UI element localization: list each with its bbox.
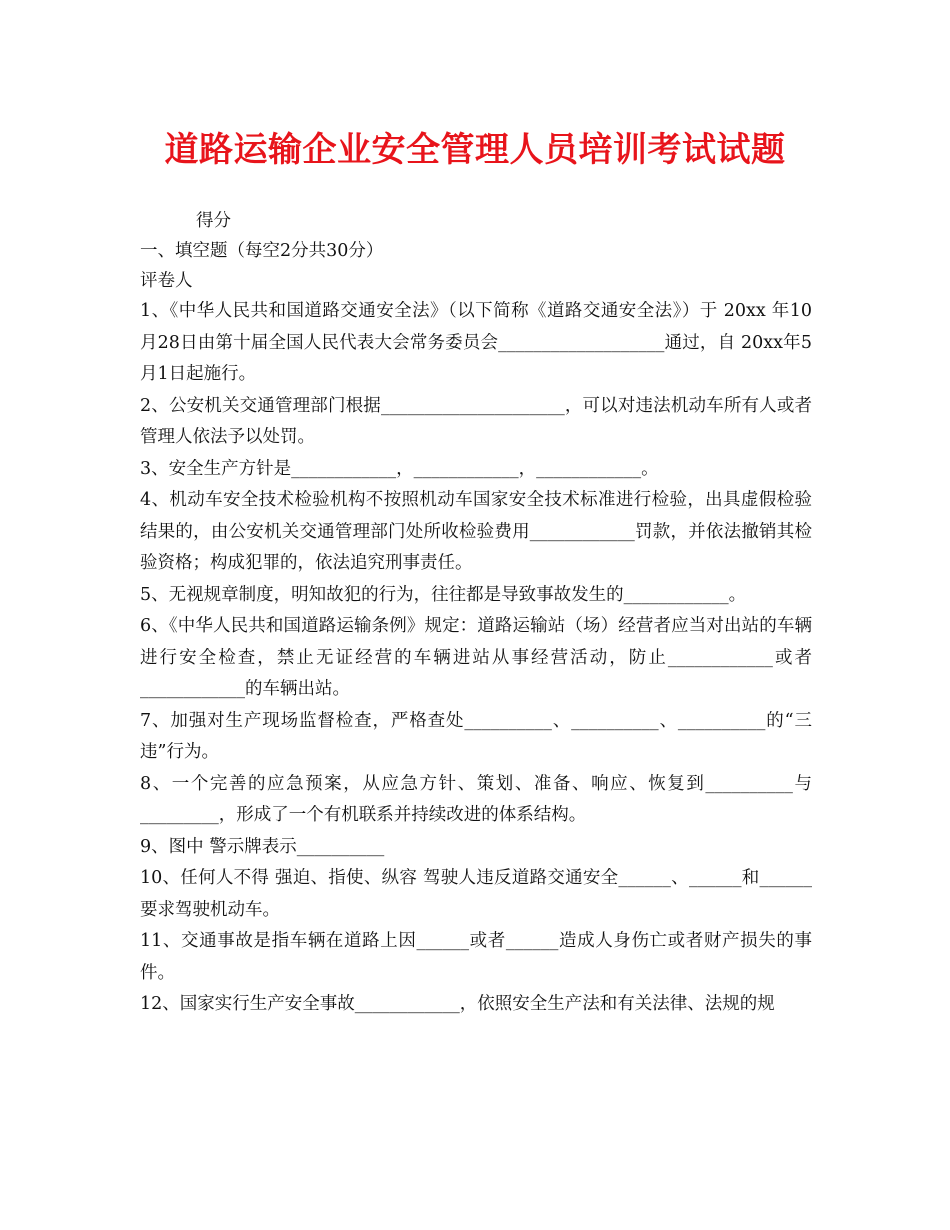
questions-list bbox=[140, 296, 812, 1021]
question-11: 11、交通事故是指车辆在道路上因______或者______造成人身伤亡或者财产损失的事件。 bbox=[140, 931, 812, 983]
question-2: 2、公安机关交通管理部门根据_____________________，可以对违法机动车所有人或者管理人依法予以处罚。 bbox=[140, 395, 812, 447]
question-4: 4、机动车安全技术检验机构不按照机动车国家安全技术标准进行检验，出具虚假检验结果的，由公安机关交通管理部门处所收检验费用____________罚款，并依法撤销其检验资格；构成犯罪的，依法追究刑事责任。 bbox=[140, 490, 812, 573]
question-12: 12、国家实行生产安全事故____________，依照安全生产法和有关法律、法规的规 bbox=[140, 994, 775, 1014]
grader-label: 评卷人 bbox=[140, 271, 193, 291]
page-title: 道路运输企业安全管理人员培训考试试题 bbox=[164, 130, 786, 170]
question-1: 1、《中华人民共和国道路交通安全法》（以下简称《道路交通安全法》）于 20xx 年10月28日由第十届全国人民代表大会常务委员会___________________通过，自 20xx年5月1日起施行。 bbox=[140, 301, 812, 384]
section-heading: 一、填空题（每空2分共30分） bbox=[140, 241, 384, 261]
question-3: 3、安全生产方针是____________，____________，____________。 bbox=[140, 458, 659, 479]
score-label: 得分 bbox=[196, 211, 231, 231]
question-8: 8、一个完善的应急预案，从应急方针、策划、准备、响应、恢复到__________与_________，形成了一个有机联系并持续改进的体系结构。 bbox=[140, 773, 812, 825]
question-10: 10、任何人不得 强迫、指使、纵容 驾驶人违反道路交通安全______、______和______要求驾驶机动车。 bbox=[140, 868, 812, 920]
question-9: 9、图中 警示牌表示__________ bbox=[140, 836, 385, 857]
question-7: 7、加强对生产现场监督检查，严格查处__________、__________、__________的“三违”行为。 bbox=[140, 710, 812, 762]
question-6: 6、《中华人民共和国道路运输条例》规定：道路运输站（场）经营者应当对出站的车辆进行安全检查，禁止无证经营的车辆进站从事经营活动，防止____________或者____________的车辆出站。 bbox=[140, 616, 812, 699]
question-5: 5、无视规章制度，明知故犯的行为，往往都是导致事故发生的____________。 bbox=[140, 584, 747, 605]
exam-body bbox=[140, 206, 812, 1021]
